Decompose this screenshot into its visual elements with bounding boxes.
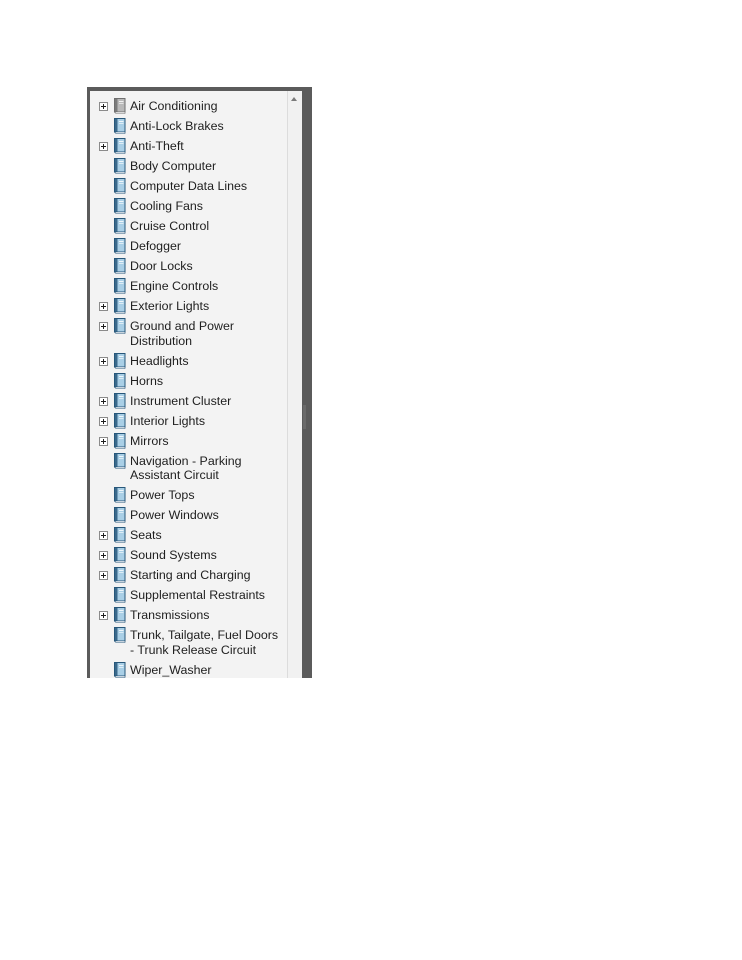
tree-item-label[interactable]: Trunk, Tailgate, Fuel Doors - Trunk Release Circuit [130,628,279,657]
expand-plus-icon[interactable] [99,102,108,111]
book-icon [113,547,126,563]
tree-item-label[interactable]: Sound Systems [130,548,217,563]
tree-item[interactable] [90,277,287,297]
expand-plus-icon[interactable] [99,551,108,560]
tree-item[interactable] [90,661,287,678]
tree-item-label[interactable]: Horns [130,373,164,388]
expand-plus-icon[interactable] [99,437,108,446]
tree-item-label[interactable]: Interior Lights [130,413,206,428]
tree-item[interactable] [90,297,287,317]
book-icon [113,433,126,449]
expand-plus-icon[interactable] [99,142,108,151]
tree-item-label[interactable]: Power Windows [130,508,219,523]
book-icon [113,453,126,469]
tree-item-label[interactable]: Instrument Cluster [130,393,232,408]
tree-item-label[interactable]: Navigation - Parking Assistant Circuit [130,453,242,483]
tree-item[interactable] [90,217,287,237]
tree-item-label[interactable]: Cooling Fans [130,199,204,213]
book-icon [113,607,126,623]
panel-resize-grip[interactable] [303,405,306,429]
tree-item-label[interactable]: Headlights [130,353,189,368]
book-icon [113,118,126,134]
tree-item-label[interactable]: Transmissions [130,608,210,623]
expand-plus-icon[interactable] [99,417,108,426]
tree-item-label[interactable]: Seats [130,528,162,543]
tree-item[interactable] [90,237,287,257]
book-icon [113,238,126,254]
tree-item-label[interactable]: Air Conditioning [130,99,218,113]
tree-item[interactable] [90,137,287,157]
tree-item-label[interactable]: Exterior Lights [130,299,210,313]
book-icon [113,587,126,603]
tree-item[interactable] [90,177,287,197]
book-icon [113,138,126,154]
book-icon [113,413,126,429]
tree-item-label[interactable]: Mirrors [130,433,169,448]
tree-item[interactable] [90,197,287,217]
book-icon [113,278,126,294]
book-icon [113,487,126,503]
book-icon [113,627,126,643]
tree-item[interactable] [90,486,287,506]
book-icon [113,178,126,194]
bookmark-tree [90,91,287,678]
tree-item[interactable] [90,566,287,586]
tree-item-label[interactable]: Ground and Power Distribution [130,319,235,348]
tree-item-label[interactable]: Anti-Lock Brakes [130,119,224,133]
book-icon [113,218,126,234]
tree-item[interactable] [90,352,287,372]
tree-item[interactable] [90,506,287,526]
expand-plus-icon[interactable] [99,611,108,620]
tree-item[interactable] [90,526,287,546]
tree-item[interactable] [90,432,287,452]
tree-item[interactable] [90,117,287,137]
tree-item[interactable] [90,372,287,392]
book-icon [113,373,126,389]
tree-item[interactable] [90,606,287,626]
tree-item-label[interactable]: Body Computer [130,159,217,173]
book-icon [113,198,126,214]
tree-item-label[interactable]: Wiper_Washer [130,662,212,677]
tree-item[interactable] [90,257,287,277]
expand-plus-icon[interactable] [99,571,108,580]
tree-item[interactable] [90,586,287,606]
book-icon [113,567,126,583]
book-icon [113,318,126,334]
tree-item[interactable] [90,412,287,432]
tree-item[interactable] [90,392,287,412]
tree-item[interactable] [90,97,287,117]
book-icon [113,393,126,409]
book-closed-icon [113,98,126,114]
vertical-scrollbar[interactable] [287,91,302,678]
tree-item-label[interactable]: Starting and Charging [130,568,251,583]
tree-item-label[interactable]: Cruise Control [130,219,210,233]
expand-plus-icon[interactable] [99,302,108,311]
tree-item-label[interactable]: Defogger [130,239,181,253]
tree-item[interactable] [90,546,287,566]
scroll-up-arrow-icon[interactable] [291,97,297,101]
book-icon [113,507,126,523]
book-icon [113,258,126,274]
tree-item-label[interactable]: Door Locks [130,259,193,273]
tree-item-label[interactable]: Power Tops [130,488,195,503]
book-icon [113,353,126,369]
tree-item[interactable] [90,317,287,351]
tree-item-label[interactable]: Anti-Theft [130,139,184,153]
bookmarks-panel [87,87,312,678]
book-icon [113,298,126,314]
expand-plus-icon[interactable] [99,531,108,540]
tree-item[interactable] [90,157,287,177]
book-icon [113,158,126,174]
tree-item-label[interactable]: Supplemental Restraints [130,588,265,603]
tree-item-label[interactable]: Computer Data Lines [130,179,248,193]
tree-item-label[interactable]: Engine Controls [130,279,219,293]
tree-item[interactable] [90,452,287,486]
expand-plus-icon[interactable] [99,397,108,406]
book-icon [113,527,126,543]
expand-plus-icon[interactable] [99,322,108,331]
book-icon [113,662,126,678]
expand-plus-icon[interactable] [99,357,108,366]
tree-item[interactable] [90,626,287,660]
